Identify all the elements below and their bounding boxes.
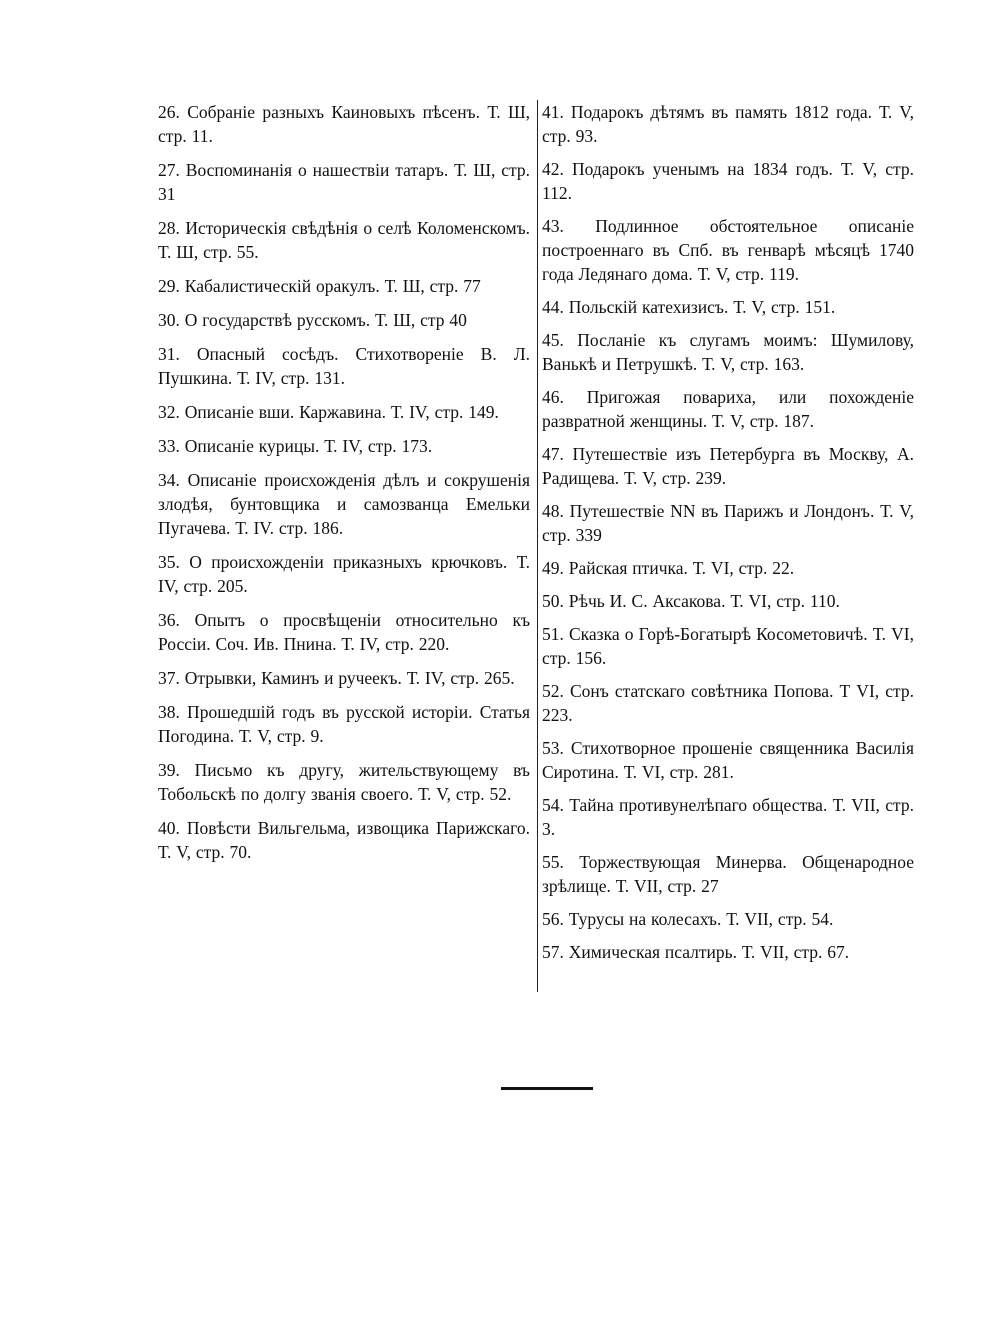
list-entry-39: 39. Письмо къ другу, жительствующему въ Тобольскѣ по долгу званія своего. Т. V, стр. 52. <box>158 760 530 804</box>
column-divider <box>537 100 538 992</box>
list-entry-40: 40. Повѣсти Вильгельма, извощика Парижскаго. Т. V, стр. 70. <box>158 818 530 862</box>
list-entry-46: 46. Пригожая повариха, или похожденіе развратной женщины. Т. V, стр. 187. <box>542 387 914 431</box>
right-column <box>542 100 914 973</box>
end-rule <box>501 1087 593 1090</box>
list-entry-37: 37. Отрывки, Каминъ и ручеекъ. Т. IV, стр. 265. <box>158 668 515 688</box>
list-entry-32: 32. Описаніе вши. Каржавина. Т. IV, стр. 149. <box>158 402 499 422</box>
list-entry-33: 33. Описаніе курицы. Т. IV, стр. 173. <box>158 436 433 456</box>
list-entry-27: 27. Воспоминанія о нашествіи татаръ. Т. Ш, стр. 31 <box>158 160 530 204</box>
list-entry-35: 35. О происхожденіи приказныхъ крючковъ. Т. IV, стр. 205. <box>158 552 530 596</box>
list-entry-38: 38. Прошедшій годъ въ русской исторіи. Статья Погодина. Т. V, стр. 9. <box>158 702 530 746</box>
list-entry-54: 54. Тайна противунелѣпаго общества. Т. VII, стр. 3. <box>542 795 914 839</box>
list-entry-43: 43. Подлинное обстоятельное описаніе построеннаго въ Спб. въ генварѣ мѣсяцѣ 1740 года Ледянаго дома. Т. V, стр. 119. <box>542 216 914 284</box>
list-entry-57: 57. Химическая псалтирь. Т. VII, стр. 67. <box>542 942 850 962</box>
list-entry-30: 30. О государствѣ русскомъ. Т. Ш, стр 40 <box>158 310 467 330</box>
list-entry-51: 51. Сказка о Горѣ-Богатырѣ Косометовичѣ. Т. VI, стр. 156. <box>542 624 914 668</box>
list-entry-29: 29. Кабалистическій оракулъ. Т. Ш, стр. 77 <box>158 276 481 296</box>
list-entry-50: 50. Рѣчь И. С. Аксакова. Т. VI, стр. 110. <box>542 591 840 611</box>
list-entry-53: 53. Стихотворное прошеніе священника Василія Сиротина. Т. VI, стр. 281. <box>542 738 914 782</box>
list-entry-45: 45. Посланіе къ слугамъ моимъ: Шумилову, Ванькѣ и Петрушкѣ. Т. V, стр. 163. <box>542 330 914 374</box>
list-entry-31: 31. Опасный сосѣдъ. Стихотвореніе В. Л. Пушкина. Т. IV, стр. 131. <box>158 344 530 388</box>
list-entry-44: 44. Польскій катехизисъ. Т. V, стр. 151. <box>542 297 836 317</box>
list-entry-26: 26. Собраніе разныхъ Каиновыхъ пѣсенъ. Т. Ш, стр. 11. <box>158 102 530 146</box>
list-entry-52: 52. Сонъ статскаго совѣтника Попова. Т VI, стр. 223. <box>542 681 914 725</box>
list-entry-42: 42. Подарокъ ученымъ на 1834 годъ. Т. V, стр. 112. <box>542 159 914 203</box>
list-entry-49: 49. Райская птичка. Т. VI, стр. 22. <box>542 558 795 578</box>
list-entry-56: 56. Турусы на колесахъ. Т. VII, стр. 54. <box>542 909 834 929</box>
list-entry-48: 48. Путешествіе NN въ Парижъ и Лондонъ. Т. V, стр. 339 <box>542 501 914 545</box>
left-column <box>158 100 530 874</box>
list-entry-28: 28. Историческія свѣдѣнія о селѣ Коломенскомъ. Т. Ш, стр. 55. <box>158 218 530 262</box>
list-entry-47: 47. Путешествіе изъ Петербурга въ Москву, А. Радищева. Т. V, стр. 239. <box>542 444 914 488</box>
list-entry-36: 36. Опытъ о просвѣщеніи относительно къ Россіи. Соч. Ив. Пнина. Т. IV, стр. 220. <box>158 610 530 654</box>
list-entry-41: 41. Подарокъ дѣтямъ въ память 1812 года. Т. V, стр. 93. <box>542 102 914 146</box>
list-entry-55: 55. Торжествующая Минерва. Общенародное зрѣлище. Т. VII, стр. 27 <box>542 852 914 896</box>
list-entry-34: 34. Описаніе происхожденія дѣлъ и сокрушенія злодѣя, бунтовщика и самозванца Емельки Пугачева. Т. IV. стр. 186. <box>158 470 530 538</box>
